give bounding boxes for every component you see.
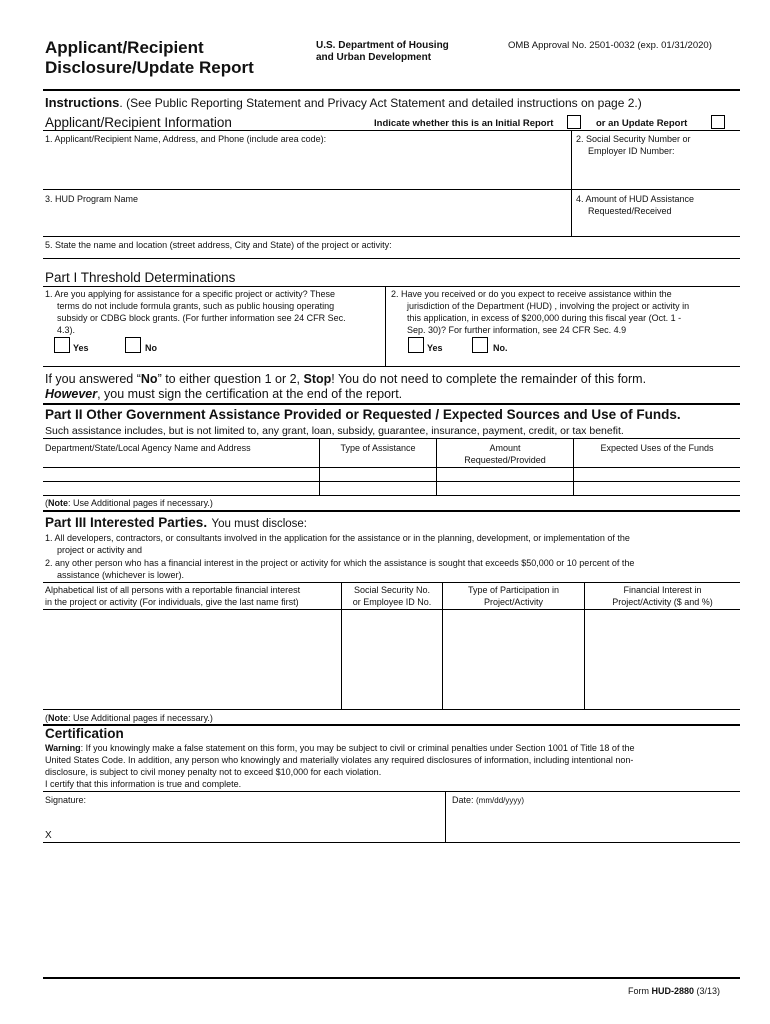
info-top-rule	[43, 130, 740, 131]
applicant-name-label: 1. Applicant/Recipient Name, Address, and Phone (include area code):	[45, 134, 327, 144]
instructions-label: Instructions	[45, 95, 120, 110]
however-line	[45, 387, 646, 402]
q2-no-checkbox[interactable]	[472, 337, 488, 353]
part1-heading: Part I Threshold Determinations	[45, 270, 236, 285]
part3-table-top	[43, 582, 740, 583]
stop-notice	[45, 372, 646, 402]
part3-ssn-field[interactable]	[342, 610, 441, 708]
warning-line2: United States Code. In addition, any person who knowingly and materially violates any required disclosures of information, including intentional non-	[45, 755, 634, 765]
part2-row1-type[interactable]	[320, 468, 435, 481]
project-location-label: 5. State the name and location (street address, City and State) of the project or activity:	[45, 240, 392, 250]
omb-approval: OMB Approval No. 2501-0032 (exp. 01/31/2020)	[508, 40, 712, 51]
form-number	[628, 985, 720, 997]
part2-table-bottom	[43, 495, 740, 496]
date-label-group	[452, 794, 524, 807]
part3-note	[45, 712, 213, 724]
ssn-col-line2: or Employee ID No.	[352, 597, 432, 607]
update-report-checkbox[interactable]	[711, 115, 725, 129]
program-name-label: 3. HUD Program Name	[45, 194, 139, 204]
interest-col-line1: Financial Interest in	[623, 585, 702, 595]
part3-item1	[45, 532, 630, 556]
q1-line1: 1. Are you applying for assistance for a specific project or activity? These	[45, 289, 335, 299]
agency-line1: U.S. Department of Housing	[316, 40, 449, 51]
initial-report-label: Indicate whether this is an Initial Report	[374, 118, 554, 129]
info-rule-2	[43, 189, 740, 190]
stop-text-c: ! You do not need to complete the remainder of this form.	[331, 372, 647, 386]
signature-top-rule	[43, 791, 740, 792]
form-prefix: Form	[628, 986, 652, 996]
part3-heading-suffix: You must disclose:	[211, 518, 307, 530]
agency-name	[316, 40, 449, 64]
ssn-label-line1: 2. Social Security Number or	[576, 134, 691, 144]
part3-note-label: Note	[48, 713, 68, 723]
part3-interest-field[interactable]	[585, 610, 739, 708]
update-report-label: or an Update Report	[596, 118, 688, 129]
item2-line2: assistance (whichever is lower).	[57, 570, 185, 580]
certification-top-rule	[43, 724, 740, 726]
part2-row1-uses[interactable]	[574, 468, 739, 481]
interest-col-line2: Project/Activity ($ and %)	[612, 597, 713, 607]
q2-no-label: No.	[493, 343, 508, 353]
certify-statement: I certify that this information is true and complete.	[45, 779, 242, 789]
q1-line3: subsidy or CDBG block grants. (For further information see 24 CFR Sec.	[57, 313, 346, 323]
part3-heading	[45, 514, 307, 532]
agency-line2: and Urban Development	[316, 52, 432, 63]
stop-text-b: ” to either question 1 or 2,	[157, 372, 304, 386]
info-rule-3	[43, 236, 740, 237]
amount-label-line2: Requested/Received	[588, 206, 672, 216]
part2-note	[45, 497, 213, 509]
q2-line1: 2. Have you received or do you expect to receive assistance within the	[391, 289, 672, 299]
q1-yes-label: Yes	[73, 343, 89, 353]
part2-col-uses: Expected Uses of the Funds	[600, 443, 714, 453]
q1-line2: terms do not include formula grants, such as public housing operating	[57, 301, 335, 311]
q1-no-checkbox[interactable]	[125, 337, 141, 353]
stop-word: Stop	[303, 372, 332, 386]
item2-line1: 2. any other person who has a financial interest in the project or activity for which the assistance is sought that exceeds $50,000 or 10 percent of the	[45, 558, 635, 568]
participation-col-line1: Type of Participation in	[467, 585, 560, 595]
part2-subtext: Such assistance includes, but is not limited to, any grant, loan, subsidy, guarantee, insurance, payment, credit, or tax benefit.	[45, 425, 624, 437]
amount-label-line1: 4. Amount of HUD Assistance	[576, 194, 695, 204]
form-title-line2: Disclosure/Update Report	[45, 58, 254, 77]
applicant-name-field[interactable]	[45, 146, 565, 186]
part2-heading: Part II Other Government Assistance Provided or Requested / Expected Sources and Use of Funds.	[45, 407, 681, 422]
part2-top-rule	[43, 403, 740, 405]
part3-col-interest	[585, 584, 740, 608]
certification-warning	[45, 742, 634, 790]
part2-col-amount	[437, 442, 573, 466]
part3-col-ssn	[342, 584, 442, 608]
persons-col-line2: in the project or activity (For individuals, give the last name first)	[45, 597, 299, 607]
persons-col-line1: Alphabetical list of all persons with a reportable financial interest	[45, 585, 301, 595]
ssn-label	[576, 133, 691, 157]
part1-bottom-rule	[43, 366, 740, 367]
part3-top-rule	[43, 510, 740, 512]
form-title	[45, 38, 254, 78]
part2-note-text: : Use Additional pages if necessary.)	[68, 498, 213, 508]
part3-col-persons	[45, 584, 300, 608]
q2-line4: Sep. 30)? For further information, see 24 CFR Sec. 4.9	[407, 325, 627, 335]
however-word: However	[45, 387, 98, 401]
warning-line1	[45, 742, 634, 754]
part3-heading-text: Part III Interested Parties.	[45, 515, 208, 530]
certification-heading: Certification	[45, 726, 124, 741]
stop-line	[45, 372, 646, 387]
q1-yes-checkbox[interactable]	[54, 337, 70, 353]
q1-no-label: No	[145, 343, 157, 353]
signature-bottom-rule	[43, 842, 740, 843]
ssn-label-line2: Employer ID Number:	[588, 146, 675, 156]
warning-text1: : If you knowingly make a false statement on this form, you may be subject to civil or criminal penalties under Section 1001 of Title 18 of the	[80, 743, 635, 753]
instructions-text: . (See Public Reporting Statement and Privacy Act Statement and detailed instructions on page 2.)	[119, 96, 642, 110]
date-label: Date:	[452, 795, 474, 805]
form-number-text: HUD-2880	[651, 986, 695, 996]
part3-persons-field[interactable]	[44, 610, 340, 708]
part2-row1-agency[interactable]	[44, 468, 318, 481]
project-location-field[interactable]	[45, 251, 735, 257]
part3-item2	[45, 557, 634, 581]
however-text: , you must sign the certification at the end of the report.	[97, 387, 403, 401]
item1-line1: 1. All developers, contractors, or consultants involved in the application for the assistance or in the planning, development, or implementation of the	[45, 533, 630, 543]
q2-yes-label: Yes	[427, 343, 443, 353]
part3-participation-field[interactable]	[443, 610, 583, 708]
q2-line2: jurisdiction of the Department (HUD) , involving the project or activity in	[407, 301, 690, 311]
stop-text-a: If you answered “	[45, 372, 141, 386]
part3-note-open: (	[45, 713, 48, 723]
part2-table-top	[43, 438, 740, 439]
part2-note-label: Note	[48, 498, 68, 508]
amount-col-line2: Requested/Provided	[464, 455, 546, 465]
q1-line4: 4.3).	[57, 325, 76, 335]
stop-no: No	[140, 372, 158, 386]
signature-field[interactable]	[60, 806, 440, 840]
info-rule-4	[43, 258, 740, 259]
part1-q2	[391, 288, 689, 336]
warning-label: Warning	[45, 743, 81, 753]
amount-assistance-label	[576, 193, 694, 217]
warning-line3: disclosure, is subject to civil money penalty not to exceed $10,000 for each violation.	[45, 767, 382, 777]
signature-divider	[445, 791, 446, 842]
part2-note-open: (	[45, 498, 48, 508]
part1-q1	[45, 288, 346, 336]
program-name-field[interactable]	[45, 206, 565, 234]
part3-note-text: : Use Additional pages if necessary.)	[68, 713, 213, 723]
initial-report-checkbox[interactable]	[567, 115, 581, 129]
ssn-field[interactable]	[576, 160, 736, 186]
form-title-line1: Applicant/Recipient	[45, 38, 204, 57]
part3-table-bottom	[43, 709, 740, 710]
form-revision: (3/13)	[694, 986, 721, 996]
signature-x: X	[45, 830, 52, 841]
amount-col-line1: Amount	[489, 443, 521, 453]
part2-row1-amount[interactable]	[437, 468, 572, 481]
part3-col-participation	[443, 584, 584, 608]
part2-row-rule-2	[43, 481, 740, 482]
ssn-col-line1: Social Security No.	[353, 585, 431, 595]
part2-col-agency: Department/State/Local Agency Name and Address	[45, 443, 251, 453]
date-hint: (mm/dd/yyyy)	[476, 796, 525, 805]
footer-rule	[43, 977, 740, 979]
q2-line3: this application, in excess of $200,000 during this fiscal year (Oct. 1 -	[407, 313, 682, 323]
q2-yes-checkbox[interactable]	[408, 337, 424, 353]
signature-label: Signature:	[45, 795, 87, 805]
item1-line2: project or activity and	[57, 545, 143, 555]
instructions	[45, 95, 642, 110]
part2-col-type: Type of Assistance	[340, 443, 416, 453]
header-rule	[43, 89, 740, 91]
info-divider	[571, 130, 572, 236]
info-heading: Applicant/Recipient Information	[45, 115, 232, 130]
amount-assistance-field[interactable]	[576, 220, 736, 234]
part1-divider	[385, 286, 386, 366]
part1-rule	[43, 286, 740, 287]
participation-col-line2: Project/Activity	[483, 597, 543, 607]
date-field[interactable]	[452, 808, 737, 840]
